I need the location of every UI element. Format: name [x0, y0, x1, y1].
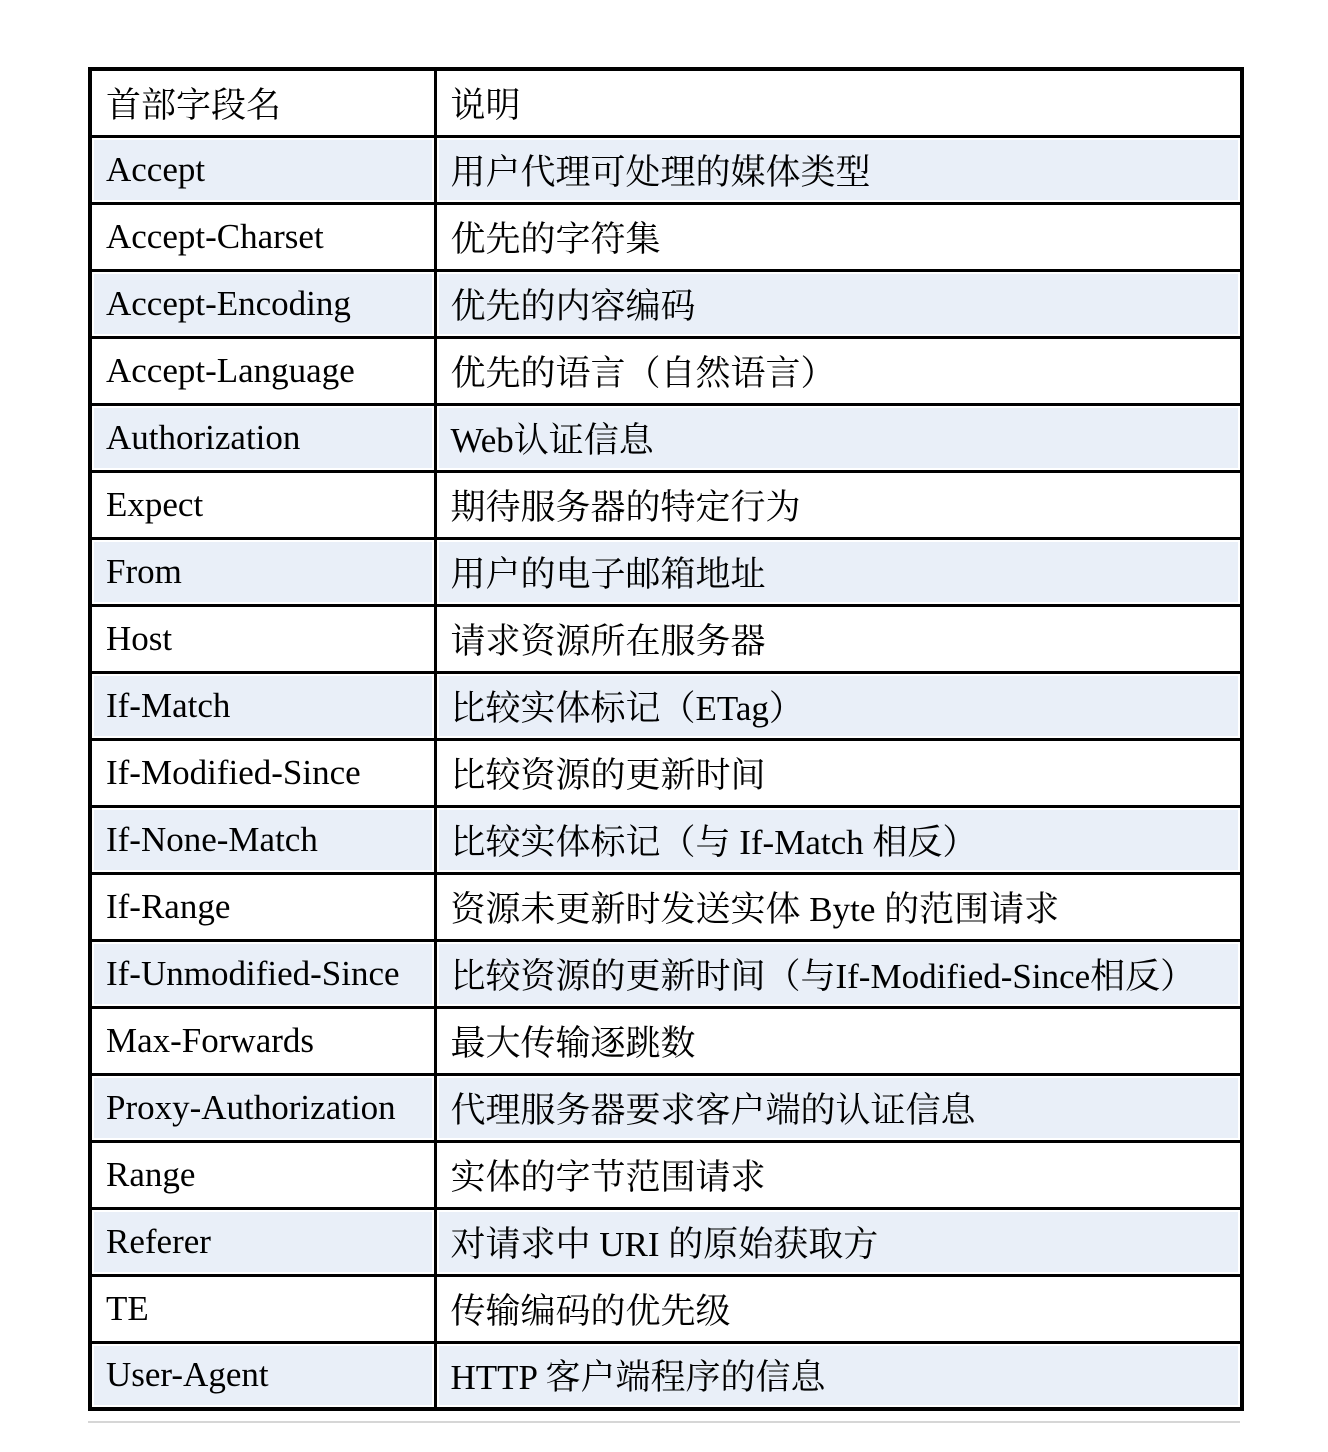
column-header-description: 说明 [435, 69, 1242, 136]
field-name-cell: Max-Forwards [90, 1007, 435, 1074]
description-cell: 优先的内容编码 [435, 270, 1242, 337]
field-name-cell: Proxy-Authorization [90, 1074, 435, 1141]
description-cell: 请求资源所在服务器 [435, 605, 1242, 672]
http-request-headers-table [88, 67, 1244, 1411]
field-name-cell: If-None-Match [90, 806, 435, 873]
field-name-cell: User-Agent [90, 1342, 435, 1409]
table-row [90, 1007, 1242, 1074]
table-row [90, 270, 1242, 337]
field-name-cell: Expect [90, 471, 435, 538]
field-name-cell: If-Unmodified-Since [90, 940, 435, 1007]
field-name-cell: Accept [90, 136, 435, 203]
table-row [90, 1074, 1242, 1141]
field-name-cell: Accept-Encoding [90, 270, 435, 337]
table-bottom-shadow-line [88, 1421, 1240, 1423]
description-cell: 比较资源的更新时间 [435, 739, 1242, 806]
table-row [90, 1342, 1242, 1409]
description-cell: 用户的电子邮箱地址 [435, 538, 1242, 605]
table-row [90, 471, 1242, 538]
table-row [90, 1141, 1242, 1208]
description-cell: 传输编码的优先级 [435, 1275, 1242, 1342]
description-cell: 比较资源的更新时间（与If-Modified-Since相反） [435, 940, 1242, 1007]
description-cell: 最大传输逐跳数 [435, 1007, 1242, 1074]
table-row [90, 806, 1242, 873]
description-cell: HTTP 客户端程序的信息 [435, 1342, 1242, 1409]
column-header-field-name: 首部字段名 [90, 69, 435, 136]
table-row [90, 940, 1242, 1007]
description-cell: 比较实体标记（ETag） [435, 672, 1242, 739]
field-name-cell: Accept-Language [90, 337, 435, 404]
table-row [90, 337, 1242, 404]
field-name-cell: If-Modified-Since [90, 739, 435, 806]
table-row [90, 1275, 1242, 1342]
table-row [90, 873, 1242, 940]
table-row [90, 203, 1242, 270]
table-header-row [90, 69, 1242, 136]
field-name-cell: TE [90, 1275, 435, 1342]
description-cell: 期待服务器的特定行为 [435, 471, 1242, 538]
field-name-cell: Authorization [90, 404, 435, 471]
description-cell: 优先的语言（自然语言） [435, 337, 1242, 404]
description-cell: 资源未更新时发送实体 Byte 的范围请求 [435, 873, 1242, 940]
field-name-cell: Accept-Charset [90, 203, 435, 270]
field-name-cell: Range [90, 1141, 435, 1208]
table-row [90, 739, 1242, 806]
table-row [90, 538, 1242, 605]
table-row [90, 136, 1242, 203]
description-cell: 对请求中 URI 的原始获取方 [435, 1208, 1242, 1275]
table-row [90, 1208, 1242, 1275]
description-cell: 实体的字节范围请求 [435, 1141, 1242, 1208]
table-body [90, 136, 1242, 1409]
description-cell: 比较实体标记（与 If-Match 相反） [435, 806, 1242, 873]
field-name-cell: From [90, 538, 435, 605]
description-cell: 优先的字符集 [435, 203, 1242, 270]
description-cell: 代理服务器要求客户端的认证信息 [435, 1074, 1242, 1141]
table-row [90, 605, 1242, 672]
table-row [90, 672, 1242, 739]
field-name-cell: Host [90, 605, 435, 672]
field-name-cell: Referer [90, 1208, 435, 1275]
description-cell: Web认证信息 [435, 404, 1242, 471]
description-cell: 用户代理可处理的媒体类型 [435, 136, 1242, 203]
field-name-cell: If-Range [90, 873, 435, 940]
table-row [90, 404, 1242, 471]
field-name-cell: If-Match [90, 672, 435, 739]
